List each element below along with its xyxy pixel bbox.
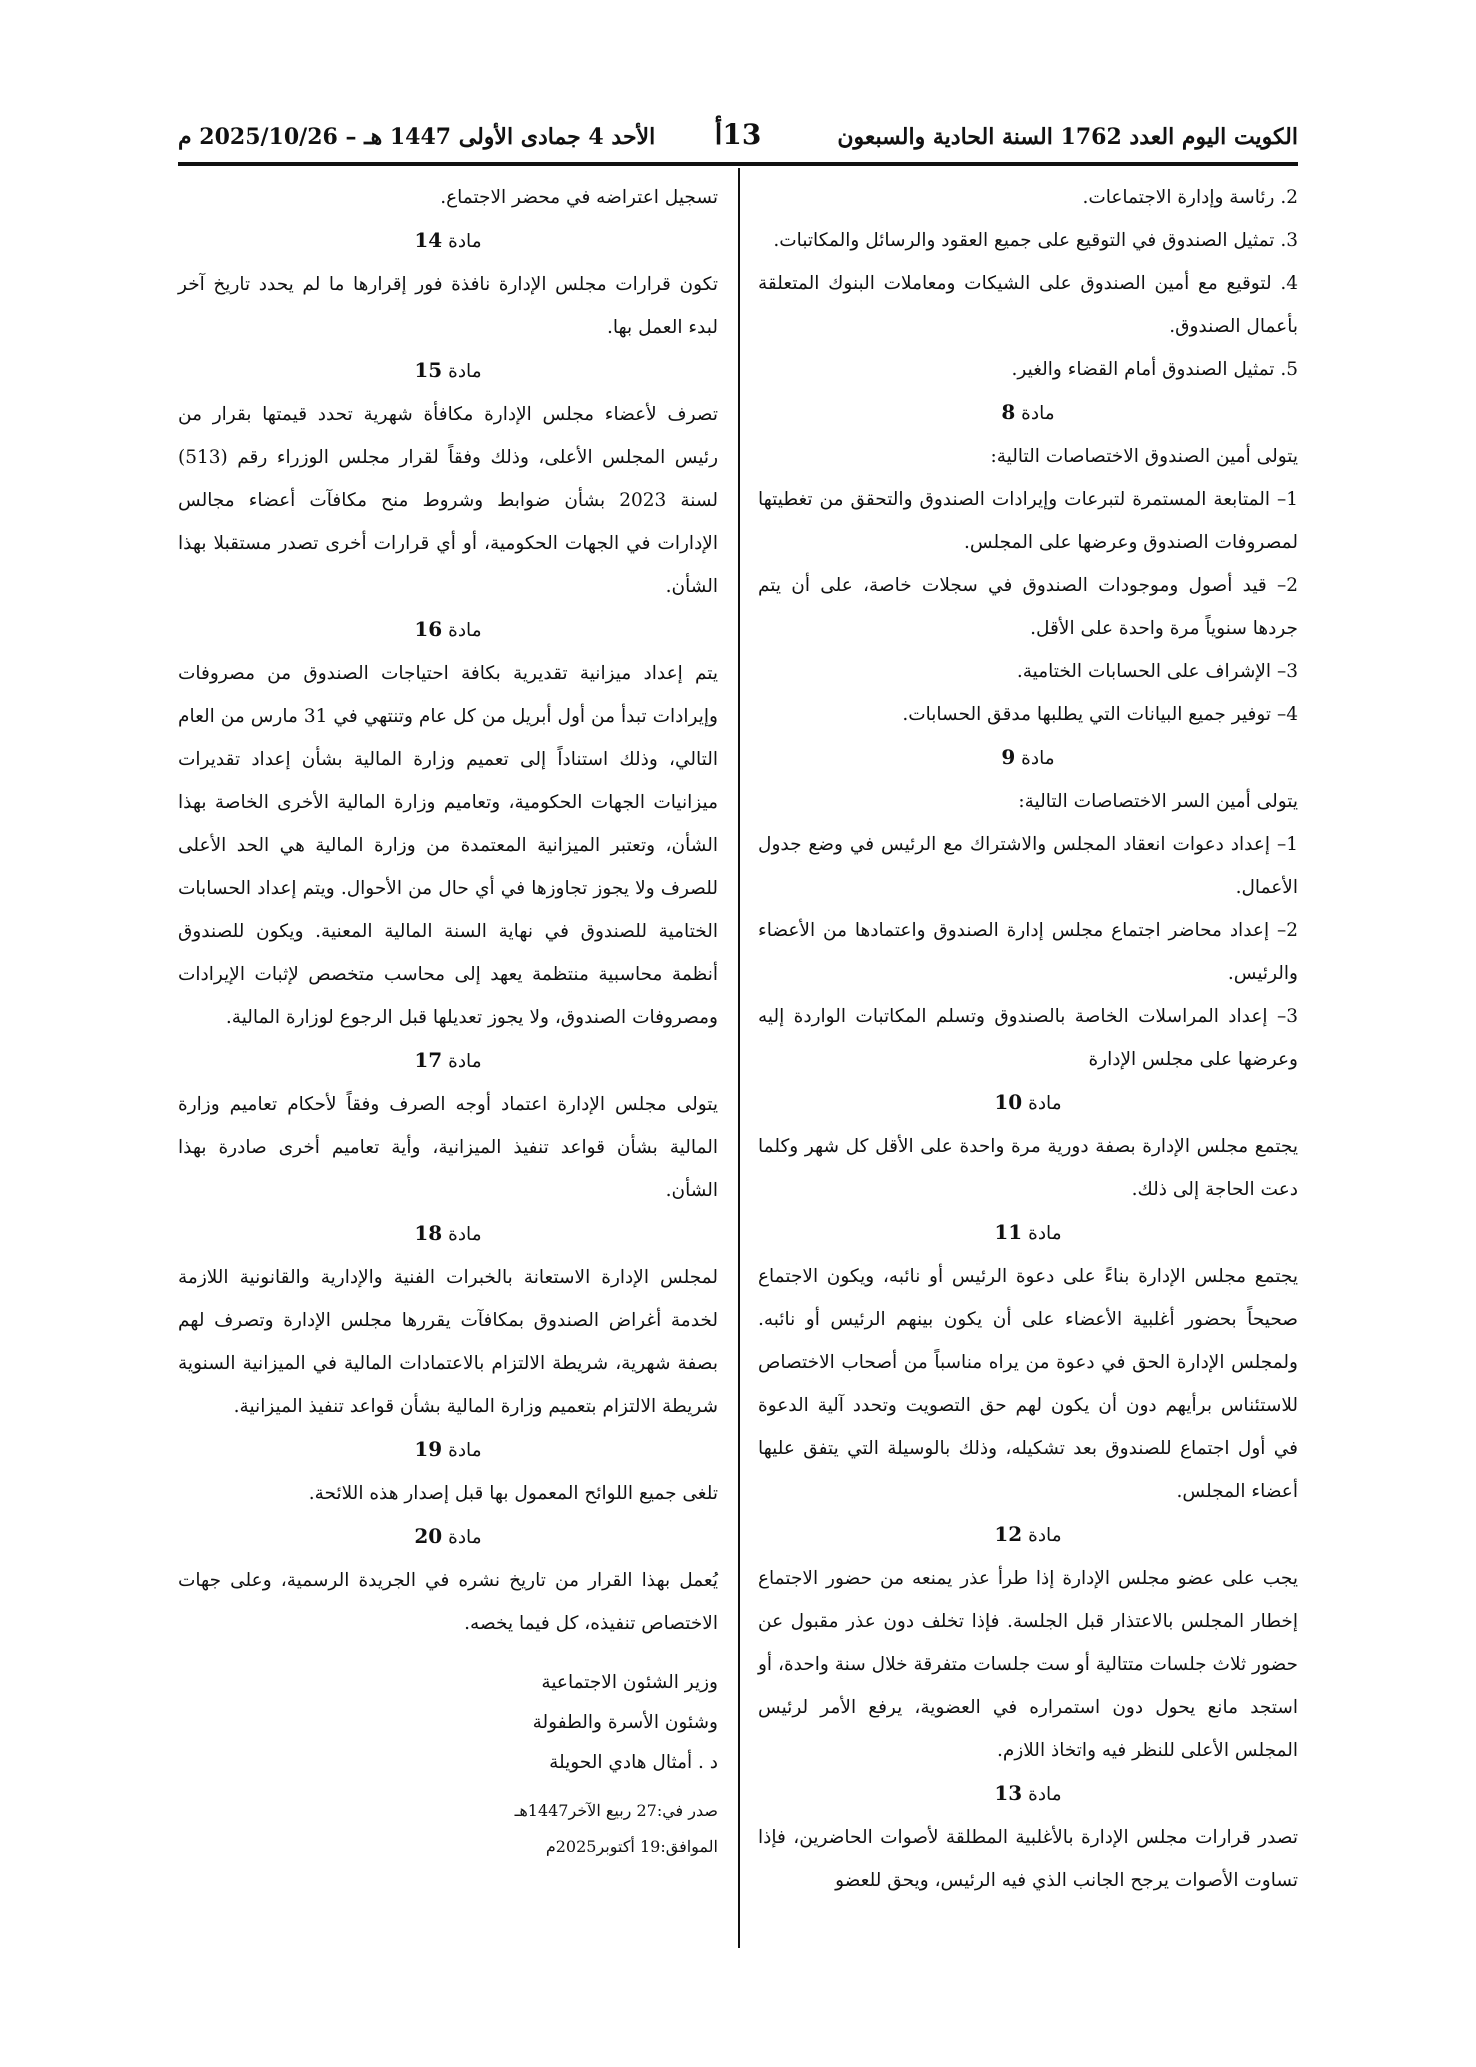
header-date: الأحد 4 جمادى الأولى 1447 هـ – 2025/10/26 م (178, 124, 656, 150)
article-heading (178, 349, 718, 393)
article-label: مادة (1021, 403, 1055, 424)
article-number: 17 (414, 1048, 443, 1072)
article-heading (178, 1212, 718, 1256)
issued-hijri: صدر في:27 ربيع الآخر1447هـ (514, 1801, 718, 1820)
article-heading (758, 1513, 1298, 1557)
article-intro: يتولى أمين السر الاختصاصات التالية: (1018, 791, 1298, 812)
article-text: يتم إعداد ميزانية تقديرية بكافة احتياجات الصندوق من مصروفات وإيرادات تبدأ من أول أبريل من كل عام وتنتهي في 31 مارس من العام التالي، وذلك استناداً إلى تعميم وزارة المالية بشأن إعداد تقديرات ميزانيات الجهات الحكومية، وتعاميم وزارة المالية الأخرى الخاصة بهذا الشأن، وتعتبر الميزانية المعتمدة من وزارة المالية هي الحد الأعلى للصرف ولا يجوز تجاوزها في أي حال من الأحوال. ويتم إعداد الحسابات الختامية للصندوق في نهاية السنة المالية المعنية. ويكون للصندوق أنظمة محاسبية منتظمة يعهد إلى محاسب متخصص لإثبات الإيرادات ومصروفات الصندوق، ولا يجوز تعديلها قبل الرجوع لوزارة المالية. (178, 663, 718, 1028)
article-number: 9 (1001, 745, 1016, 769)
article-heading (178, 219, 718, 263)
article-heading (178, 608, 718, 652)
article-heading (758, 1211, 1298, 1255)
article-text: تصرف لأعضاء مجلس الإدارة مكافأة شهرية تحدد قيمتها بقرار من رئيس المجلس الأعلى، وذلك وفقاً لقرار مجلس الوزراء رقم (513) لسنة 2023 بشأن ضوابط وشروط منح مكافآت أعضاء مجالس الإدارات في الجهات الحكومية، أو أي قرارات أخرى تصدر مستقبلا بهذا الشأن. (178, 404, 718, 597)
article-number: 13 (994, 1781, 1023, 1805)
list-item: 4– توفير جميع البيانات التي يطلبها مدقق الحسابات. (902, 704, 1298, 725)
article-label: مادة (448, 1051, 482, 1072)
article-text: يجتمع مجلس الإدارة بصفة دورية مرة واحدة على الأقل كل شهر وكلما دعت الحاجة إلى ذلك. (758, 1136, 1298, 1200)
article-text: يتولى مجلس الإدارة اعتماد أوجه الصرف وفقاً لأحكام تعاميم وزارة المالية بشأن قواعد تنفيذ الميزانية، وأية تعاميم أخرى صادرة بهذا الشأن. (178, 1094, 718, 1201)
article-text: لمجلس الإدارة الاستعانة بالخبرات الفنية والإدارية والقانونية اللازمة لخدمة أغراض الصندوق بمكافآت يقررها مجلس الإدارة وتصرف لهم بصفة شهرية، شريطة الالتزام بالاعتمادات المالية في الميزانية السنوية شريطة الالتزام بتعميم وزارة المالية بشأن قواعد تنفيذ الميزانية. (178, 1267, 718, 1417)
issued-gregorian: الموافق:19 أكتوبر2025م (545, 1837, 718, 1856)
article-heading (758, 1081, 1298, 1125)
article-heading (758, 736, 1298, 780)
article-number: 15 (414, 358, 443, 382)
article-number: 11 (994, 1220, 1023, 1244)
article-label: مادة (448, 361, 482, 382)
signatory-name: د . أمثال هادي الحويلة (549, 1752, 718, 1773)
article-number: 12 (994, 1522, 1023, 1546)
article-heading (758, 1772, 1298, 1816)
article-label: مادة (448, 1224, 482, 1245)
article-heading (178, 1428, 718, 1472)
article-intro: يتولى أمين الصندوق الاختصاصات التالية: (990, 446, 1298, 467)
article-label: مادة (1028, 1223, 1062, 1244)
article-text: يجتمع مجلس الإدارة بناءً على دعوة الرئيس أو نائبه، ويكون الاجتماع صحيحاً بحضور أغلبية الأعضاء على أن يكون بينهم الرئيس أو نائبه. ولمجلس الإدارة الحق في دعوة من يراه مناسباً من أصحاب الاختصاص للاستئناس برأيهم دون أن يكون لهم حق التصويت وتحدد آلية الدعوة في أول اجتماع للصندوق بعد تشكيله، وذلك بالوسيلة التي يتفق عليها أعضاء المجلس. (758, 1266, 1298, 1502)
signature-block (178, 1663, 718, 1783)
article-heading (758, 391, 1298, 435)
article-number: 16 (414, 617, 443, 641)
list-item: 3– إعداد المراسلات الخاصة بالصندوق وتسلم المكاتبات الواردة إليه وعرضها على مجلس الإدارة (758, 1006, 1298, 1070)
right-column (758, 176, 1298, 1902)
article-label: مادة (1028, 1784, 1062, 1805)
article-label: مادة (448, 1440, 482, 1461)
list-item: 1– إعداد دعوات انعقاد المجلس والاشتراك مع الرئيس في وضع جدول الأعمال. (758, 834, 1298, 898)
list-item: 2. رئاسة وإدارة الاجتماعات. (1082, 187, 1298, 208)
article-text: تصدر قرارات مجلس الإدارة بالأغلبية المطلقة لأصوات الحاضرين، فإذا تساوت الأصوات يرجح الجانب الذي فيه الرئيس، ويحق للعضو (758, 1827, 1298, 1891)
article-text: تلغى جميع اللوائح المعمول بها قبل إصدار هذه اللائحة. (308, 1483, 718, 1504)
article-number: 20 (414, 1524, 443, 1548)
list-item: 4. لتوقيع مع أمين الصندوق على الشيكات ومعاملات البنوك المتعلقة بأعمال الصندوق. (758, 273, 1298, 337)
signatory-title: وزير الشئون الاجتماعية (541, 1672, 718, 1693)
article-label: مادة (448, 620, 482, 641)
article-label: مادة (1028, 1525, 1062, 1546)
list-item: 1– المتابعة المستمرة لتبرعات وإيرادات الصندوق والتحقق من تغطيتها لمصروفات الصندوق وعرضها على المجلس. (758, 489, 1298, 553)
article-label: مادة (1021, 748, 1055, 769)
article-number: 10 (994, 1090, 1023, 1114)
list-item: 3– الإشراف على الحسابات الختامية. (1016, 661, 1298, 682)
article-text: تكون قرارات مجلس الإدارة نافذة فور إقرارها ما لم يحدد تاريخ آخر لبدء العمل بها. (178, 274, 718, 338)
article-text: يُعمل بهذا القرار من تاريخ نشره في الجريدة الرسمية، وعلى جهات الاختصاص تنفيذه، كل فيما يخصه. (178, 1570, 718, 1634)
page-header (178, 118, 1298, 166)
article-text: تسجيل اعتراضه في محضر الاجتماع. (440, 187, 718, 208)
article-heading (178, 1039, 718, 1083)
page-number: 13أ (714, 118, 762, 151)
article-text: يجب على عضو مجلس الإدارة إذا طرأ عذر يمنعه من حضور الاجتماع إخطار المجلس بالاعتذار قبل الجلسة. فإذا تخلف دون عذر مقبول عن حضور ثلاث جلسات متتالية أو ست جلسات متفرقة خلال سنة واحدة، أو استجد مانع يحول دون استمراره في العضوية، يرفع الأمر لرئيس المجلس الأعلى للنظر فيه واتخاذ اللازم. (758, 1568, 1298, 1761)
article-number: 19 (414, 1437, 443, 1461)
issue-date-block (178, 1793, 718, 1865)
list-item: 2– إعداد محاضر اجتماع مجلس إدارة الصندوق واعتمادها من الأعضاء والرئيس. (758, 920, 1298, 984)
article-number: 8 (1001, 400, 1016, 424)
column-divider (738, 168, 740, 1948)
list-item: 2– قيد أصول وموجودات الصندوق في سجلات خاصة، على أن يتم جردها سنوياً مرة واحدة على الأقل. (758, 575, 1298, 639)
left-column (178, 176, 718, 1865)
article-number: 14 (414, 228, 443, 252)
article-label: مادة (448, 1527, 482, 1548)
signatory-title: وشئون الأسرة والطفولة (532, 1712, 718, 1733)
list-item: 5. تمثيل الصندوق أمام القضاء والغير. (1011, 359, 1298, 380)
article-label: مادة (1028, 1093, 1062, 1114)
article-label: مادة (448, 231, 482, 252)
list-item: 3. تمثيل الصندوق في التوقيع على جميع العقود والرسائل والمكاتبات. (773, 230, 1298, 251)
header-issue: الكويت اليوم العدد 1762 السنة الحادية والسبعون (837, 124, 1298, 150)
article-heading (178, 1515, 718, 1559)
article-number: 18 (414, 1221, 443, 1245)
